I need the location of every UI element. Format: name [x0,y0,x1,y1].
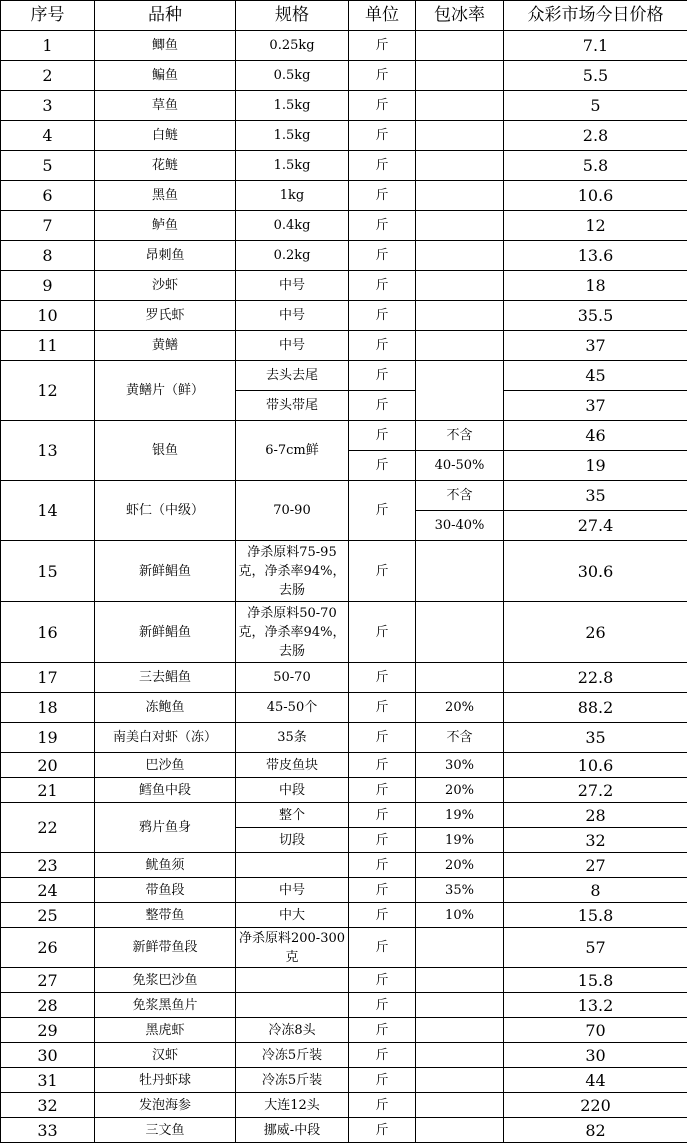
cell-variety: 新鲜带鱼段 [95,928,236,968]
cell-unit: 斤 [349,968,416,993]
cell-spec: 带头带尾 [236,391,349,421]
cell-seq: 30 [1,1043,95,1068]
cell-ice [416,602,504,663]
header-spec: 规格 [236,1,349,31]
cell-variety: 银鱼 [95,421,236,481]
cell-spec: 切段 [236,828,349,853]
cell-unit: 斤 [349,331,416,361]
cell-unit: 斤 [349,928,416,968]
cell-ice: 不含 [416,481,504,511]
table-row [1,361,687,391]
cell-ice [416,301,504,331]
cell-price: 30 [504,1043,687,1068]
cell-ice [416,31,504,61]
cell-seq: 12 [1,361,95,421]
cell-ice: 20% [416,693,504,723]
table-row [1,61,687,91]
cell-seq: 3 [1,91,95,121]
cell-spec: 带皮鱼块 [236,753,349,778]
cell-unit: 斤 [349,31,416,61]
cell-variety: 白鲢 [95,121,236,151]
cell-price: 70 [504,1018,687,1043]
cell-unit: 斤 [349,61,416,91]
table-row [1,211,687,241]
header-row [1,1,687,31]
cell-spec: 中号 [236,301,349,331]
cell-spec: 中大 [236,903,349,928]
cell-spec: 中号 [236,331,349,361]
cell-ice: 20% [416,853,504,878]
cell-ice [416,1093,504,1118]
header-variety: 品种 [95,1,236,31]
cell-spec: 大连12头 [236,1093,349,1118]
cell-variety: 花鲢 [95,151,236,181]
cell-variety: 黑虎虾 [95,1018,236,1043]
cell-spec: 0.4kg [236,211,349,241]
cell-seq: 22 [1,803,95,853]
cell-spec: 冷冻8头 [236,1018,349,1043]
header-price: 众彩市场今日价格 [504,1,687,31]
cell-unit: 斤 [349,753,416,778]
cell-unit: 斤 [349,803,416,828]
cell-unit: 斤 [349,1018,416,1043]
table-row [1,31,687,61]
cell-seq: 23 [1,853,95,878]
cell-ice [416,61,504,91]
table-row [1,541,687,602]
table-row [1,928,687,968]
header-seq: 序号 [1,1,95,31]
table-row [1,1018,687,1043]
cell-unit: 斤 [349,391,416,421]
cell-seq: 26 [1,928,95,968]
cell-spec [236,853,349,878]
header-unit: 单位 [349,1,416,31]
cell-variety: 三去鲳鱼 [95,663,236,693]
cell-spec: 50-70 [236,663,349,693]
cell-ice [416,928,504,968]
cell-price: 15.8 [504,903,687,928]
cell-unit: 斤 [349,211,416,241]
cell-spec: 挪威-中段 [236,1118,349,1143]
cell-ice: 20% [416,778,504,803]
cell-unit: 斤 [349,241,416,271]
table-row [1,663,687,693]
table-row [1,151,687,181]
cell-price: 220 [504,1093,687,1118]
cell-variety: 黄鳝片（鲜） [95,361,236,421]
cell-ice [416,663,504,693]
cell-ice [416,541,504,602]
cell-variety: 黑鱼 [95,181,236,211]
cell-unit: 斤 [349,903,416,928]
cell-unit: 斤 [349,151,416,181]
cell-price: 82 [504,1118,687,1143]
cell-unit: 斤 [349,181,416,211]
cell-unit: 斤 [349,1118,416,1143]
table-row [1,271,687,301]
cell-spec: 净杀原料50-70克，净杀率94%，去肠 [236,602,349,663]
cell-spec: 净杀原料200-300克 [236,928,349,968]
cell-variety: 三文鱼 [95,1118,236,1143]
cell-spec: 中段 [236,778,349,803]
cell-variety: 牡丹虾球 [95,1068,236,1093]
cell-variety: 整带鱼 [95,903,236,928]
cell-unit: 斤 [349,828,416,853]
cell-price: 5.5 [504,61,687,91]
cell-price: 44 [504,1068,687,1093]
cell-seq: 11 [1,331,95,361]
cell-price: 10.6 [504,181,687,211]
table-row [1,481,687,511]
cell-unit: 斤 [349,421,416,451]
table-row [1,778,687,803]
cell-price: 13.6 [504,241,687,271]
cell-variety: 鳊鱼 [95,61,236,91]
cell-seq: 27 [1,968,95,993]
table-row [1,421,687,451]
cell-seq: 14 [1,481,95,541]
cell-spec: 1kg [236,181,349,211]
cell-ice [416,968,504,993]
cell-variety: 巴沙鱼 [95,753,236,778]
table-row [1,121,687,151]
cell-ice: 40-50% [416,451,504,481]
cell-spec: 70-90 [236,481,349,541]
cell-seq: 18 [1,693,95,723]
cell-spec: 35条 [236,723,349,753]
cell-variety: 免浆黑鱼片 [95,993,236,1018]
cell-unit: 斤 [349,778,416,803]
cell-ice [416,121,504,151]
cell-variety: 鲈鱼 [95,211,236,241]
cell-variety: 发泡海参 [95,1093,236,1118]
cell-ice [416,1018,504,1043]
cell-seq: 16 [1,602,95,663]
cell-ice: 35% [416,878,504,903]
cell-ice [416,361,504,421]
cell-unit: 斤 [349,663,416,693]
cell-ice [416,241,504,271]
cell-unit: 斤 [349,993,416,1018]
cell-seq: 29 [1,1018,95,1043]
cell-ice: 19% [416,828,504,853]
cell-ice [416,151,504,181]
cell-seq: 9 [1,271,95,301]
cell-price: 2.8 [504,121,687,151]
cell-price: 12 [504,211,687,241]
cell-unit: 斤 [349,853,416,878]
cell-variety: 鳕鱼中段 [95,778,236,803]
cell-price: 13.2 [504,993,687,1018]
table-row [1,91,687,121]
table-row [1,993,687,1018]
cell-variety: 虾仁（中级） [95,481,236,541]
table-row [1,602,687,663]
cell-spec: 去头去尾 [236,361,349,391]
cell-variety: 南美白对虾（冻） [95,723,236,753]
cell-unit: 斤 [349,602,416,663]
cell-ice: 不含 [416,723,504,753]
cell-price: 5.8 [504,151,687,181]
cell-price: 28 [504,803,687,828]
table-row [1,1118,687,1143]
cell-seq: 7 [1,211,95,241]
cell-variety: 罗氏虾 [95,301,236,331]
cell-ice: 10% [416,903,504,928]
table-row [1,301,687,331]
table-row [1,903,687,928]
cell-price: 30.6 [504,541,687,602]
cell-price: 15.8 [504,968,687,993]
cell-unit: 斤 [349,271,416,301]
cell-seq: 21 [1,778,95,803]
table-row [1,968,687,993]
cell-spec: 冷冻5斤装 [236,1068,349,1093]
table-row [1,181,687,211]
cell-price: 27.4 [504,511,687,541]
cell-unit: 斤 [349,1093,416,1118]
cell-spec: 1.5kg [236,91,349,121]
cell-spec: 1.5kg [236,151,349,181]
cell-price: 35.5 [504,301,687,331]
cell-seq: 10 [1,301,95,331]
cell-unit: 斤 [349,878,416,903]
cell-seq: 2 [1,61,95,91]
cell-spec: 中号 [236,271,349,301]
cell-variety: 新鲜鲳鱼 [95,541,236,602]
table-row [1,331,687,361]
cell-ice [416,181,504,211]
cell-seq: 31 [1,1068,95,1093]
cell-variety: 汉虾 [95,1043,236,1068]
cell-variety: 黄鳝 [95,331,236,361]
header-ice: 包冰率 [416,1,504,31]
cell-spec: 0.2kg [236,241,349,271]
cell-spec: 1.5kg [236,121,349,151]
table-row [1,241,687,271]
cell-seq: 20 [1,753,95,778]
cell-price: 8 [504,878,687,903]
cell-price: 35 [504,723,687,753]
cell-ice [416,1068,504,1093]
cell-variety: 新鲜鲳鱼 [95,602,236,663]
cell-seq: 15 [1,541,95,602]
cell-spec [236,993,349,1018]
cell-price: 88.2 [504,693,687,723]
cell-unit: 斤 [349,541,416,602]
cell-variety: 昂刺鱼 [95,241,236,271]
cell-spec: 0.25kg [236,31,349,61]
cell-spec: 净杀原料75-95克，净杀率94%，去肠 [236,541,349,602]
cell-price: 18 [504,271,687,301]
cell-unit: 斤 [349,723,416,753]
cell-spec [236,968,349,993]
cell-seq: 6 [1,181,95,211]
cell-price: 27 [504,853,687,878]
table-row [1,1043,687,1068]
cell-ice [416,1043,504,1068]
cell-ice [416,993,504,1018]
cell-ice [416,1118,504,1143]
cell-ice [416,271,504,301]
cell-unit: 斤 [349,451,416,481]
cell-price: 19 [504,451,687,481]
cell-seq: 8 [1,241,95,271]
table-row [1,1068,687,1093]
cell-unit: 斤 [349,361,416,391]
cell-unit: 斤 [349,693,416,723]
cell-price: 46 [504,421,687,451]
cell-seq: 25 [1,903,95,928]
cell-price: 26 [504,602,687,663]
cell-price: 10.6 [504,753,687,778]
table-row [1,1093,687,1118]
cell-seq: 4 [1,121,95,151]
cell-price: 37 [504,331,687,361]
cell-seq: 5 [1,151,95,181]
cell-unit: 斤 [349,1043,416,1068]
cell-spec: 整个 [236,803,349,828]
cell-price: 27.2 [504,778,687,803]
cell-seq: 24 [1,878,95,903]
cell-spec: 冷冻5斤装 [236,1043,349,1068]
cell-price: 7.1 [504,31,687,61]
cell-spec: 0.5kg [236,61,349,91]
cell-price: 5 [504,91,687,121]
table-row [1,753,687,778]
cell-variety: 冻鲍鱼 [95,693,236,723]
cell-variety: 鸦片鱼身 [95,803,236,853]
cell-seq: 17 [1,663,95,693]
table-row [1,878,687,903]
cell-variety: 鲫鱼 [95,31,236,61]
cell-ice [416,91,504,121]
cell-variety: 草鱼 [95,91,236,121]
cell-variety: 免浆巴沙鱼 [95,968,236,993]
cell-price: 35 [504,481,687,511]
cell-seq: 13 [1,421,95,481]
cell-price: 37 [504,391,687,421]
cell-price: 22.8 [504,663,687,693]
cell-ice [416,331,504,361]
cell-unit: 斤 [349,481,416,541]
cell-seq: 19 [1,723,95,753]
cell-ice: 30% [416,753,504,778]
cell-price: 45 [504,361,687,391]
cell-seq: 1 [1,31,95,61]
table-row [1,803,687,828]
cell-seq: 32 [1,1093,95,1118]
cell-variety: 鱿鱼须 [95,853,236,878]
cell-spec: 中号 [236,878,349,903]
cell-seq: 33 [1,1118,95,1143]
cell-unit: 斤 [349,301,416,331]
cell-price: 57 [504,928,687,968]
cell-spec: 45-50个 [236,693,349,723]
cell-ice: 30-40% [416,511,504,541]
cell-ice: 19% [416,803,504,828]
cell-unit: 斤 [349,121,416,151]
cell-unit: 斤 [349,91,416,121]
table-row [1,853,687,878]
cell-variety: 沙虾 [95,271,236,301]
cell-seq: 28 [1,993,95,1018]
table-row [1,723,687,753]
cell-ice: 不含 [416,421,504,451]
cell-price: 32 [504,828,687,853]
cell-unit: 斤 [349,1068,416,1093]
table-row [1,693,687,723]
cell-variety: 带鱼段 [95,878,236,903]
cell-ice [416,211,504,241]
cell-spec: 6-7cm鲜 [236,421,349,481]
